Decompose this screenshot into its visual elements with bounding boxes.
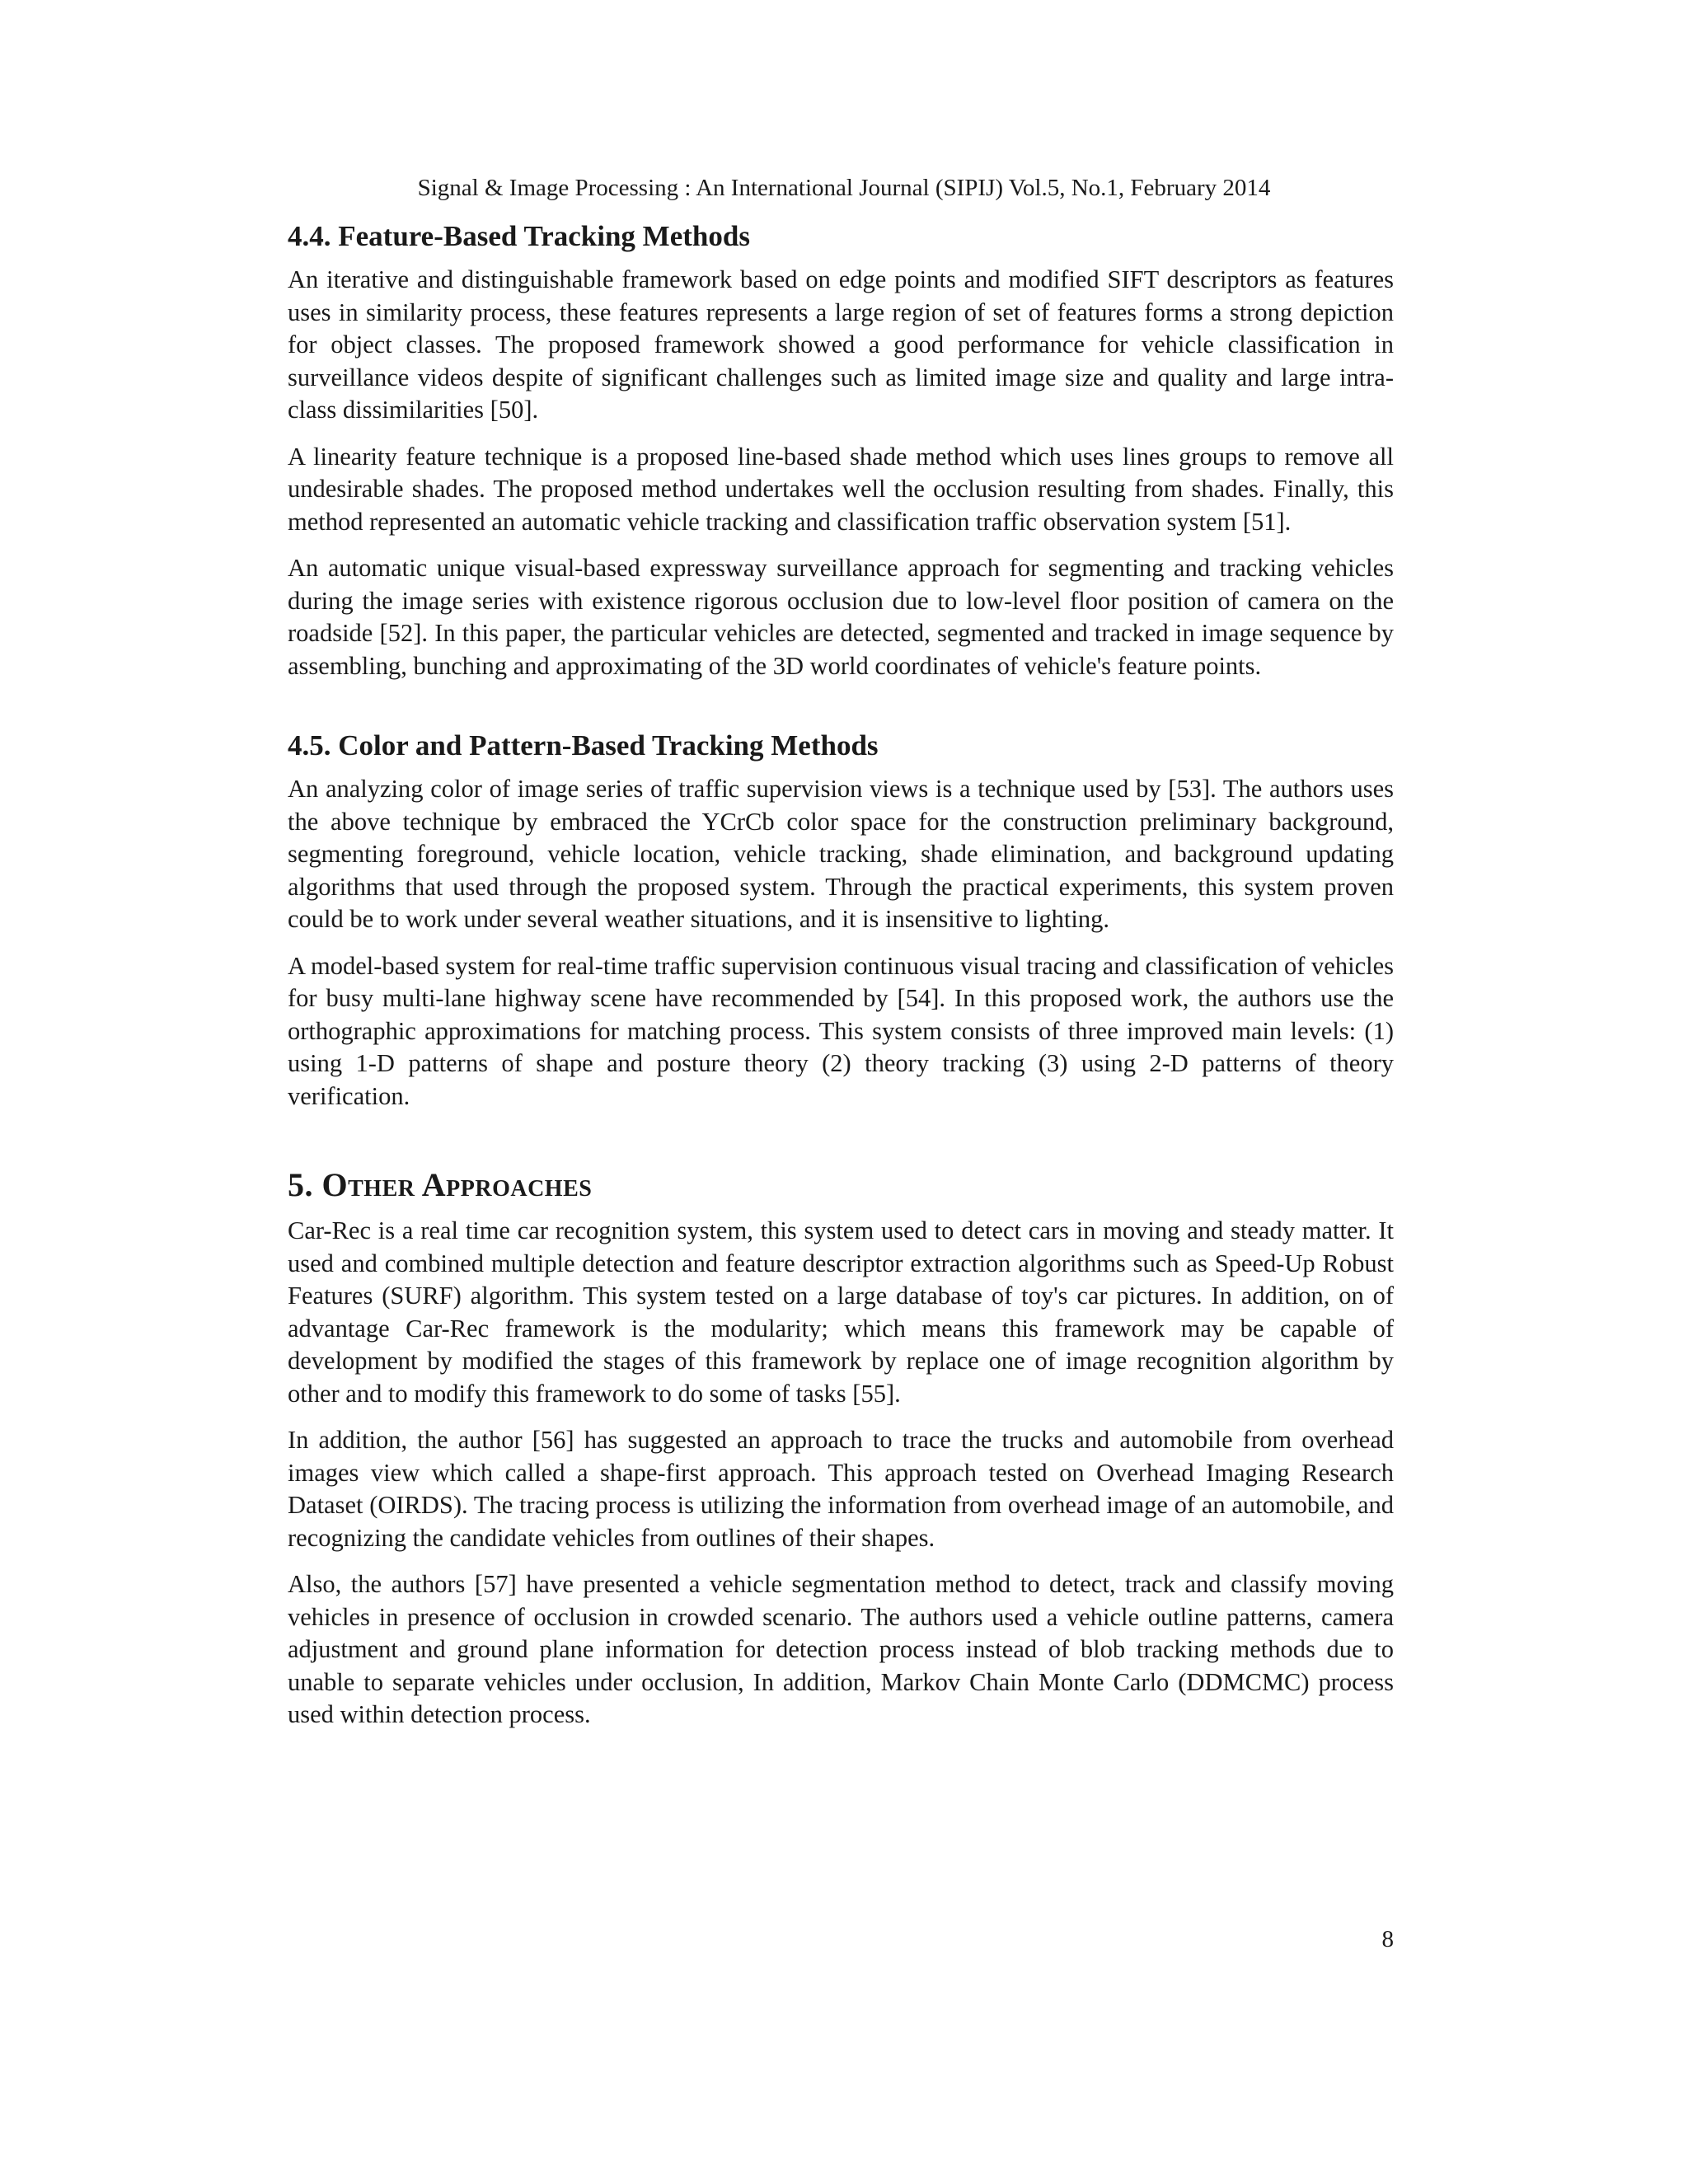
page-body <box>288 216 1394 1746</box>
section-4-5 <box>288 725 1394 1113</box>
running-header: Signal & Image Processing : An International Journal (SIPIJ) Vol.5, No.1, February 2014 <box>417 175 1271 201</box>
page-number: 8 <box>1381 1926 1394 1952</box>
paragraph: A linearity feature technique is a proposed line-based shade method which uses lines groups to remove all undesirable shades. The proposed method undertakes well the occlusion resulting from shades. Finally, this method represented an automatic vehicle tracking and classification traffic observation system [51]. <box>288 442 1394 536</box>
paragraph: In addition, the author [56] has suggested an approach to trace the trucks and automobile from overhead images view which called a shape-first approach. This approach tested on Overhead Imaging Research Dataset (OIRDS). The tracing process is utilizing the information from overhead image of an automobile, and recognizing the candidate vehicles from outlines of their shapes. <box>288 1426 1394 1552</box>
section-4-4 <box>288 216 1394 682</box>
paragraph: An analyzing color of image series of traffic supervision views is a technique used by [53]. The authors uses the above technique by embraced the YCrCb color space for the construction preliminary background, segmenting foreground, vehicle location, vehicle tracking, shade elimination, and background updating algorithms that used through the proposed system. Through the practical experiments, this system proven could be to work under several weather situations, and it is insensitive to lighting. <box>288 775 1394 933</box>
paragraph: An iterative and distinguishable framework based on edge points and modified SIFT descriptors as features uses in similarity process, these features represents a large region of set of features forms a strong depiction for object classes. The proposed framework showed a good performance for vehicle classification in surveillance videos despite of significant challenges such as limited image size and quality and large intra-class dissimilarities [50]. <box>288 265 1394 424</box>
paragraph: Also, the authors [57] have presented a vehicle segmentation method to detect, track and classify moving vehicles in presence of occlusion in crowded scenario. The authors used a vehicle outline patterns, camera adjustment and ground plane information for detection process instead of blob tracking methods due to unable to separate vehicles under occlusion, In addition, Markov Chain Monte Carlo (DDMCMC) process used within detection process. <box>288 1570 1394 1728</box>
section-title: 4.5. Color and Pattern-Based Tracking Methods <box>288 729 879 762</box>
section-title: 4.4. Feature-Based Tracking Methods <box>288 220 750 252</box>
section-5 <box>288 1162 1394 1732</box>
paragraph: An automatic unique visual-based expressway surveillance approach for segmenting and tracking vehicles during the image series with existence rigorous occlusion due to low-level floor position of camera on the roadside [52]. In this paper, the particular vehicles are detected, segmented and tracked in image sequence by assembling, bunching and approximating of the 3D world coordinates of vehicle's feature points. <box>288 554 1394 680</box>
section-title: 5. Other Approaches <box>288 1166 593 1203</box>
paragraph: Car-Rec is a real time car recognition system, this system used to detect cars in moving and steady matter. It used and combined multiple detection and feature descriptor extraction algorithms such as Speed-Up Robust Features (SURF) algorithm. This system tested on a large database of toy's car pictures. In addition, on of advantage Car-Rec framework is the modularity; which means this framework may be capable of development by modified the stages of this framework by replace one of image recognition algorithm by other and to modify this framework to do some of tasks [55]. <box>288 1216 1394 1408</box>
paragraph: A model-based system for real-time traffic supervision continuous visual tracing and classification of vehicles for busy multi-lane highway scene have recommended by [54]. In this proposed work, the authors use the orthographic approximations for matching process. This system consists of three improved main levels: (1) using 1-D patterns of shape and posture theory (2) theory tracking (3) using 2-D patterns of theory verification. <box>288 951 1394 1110</box>
